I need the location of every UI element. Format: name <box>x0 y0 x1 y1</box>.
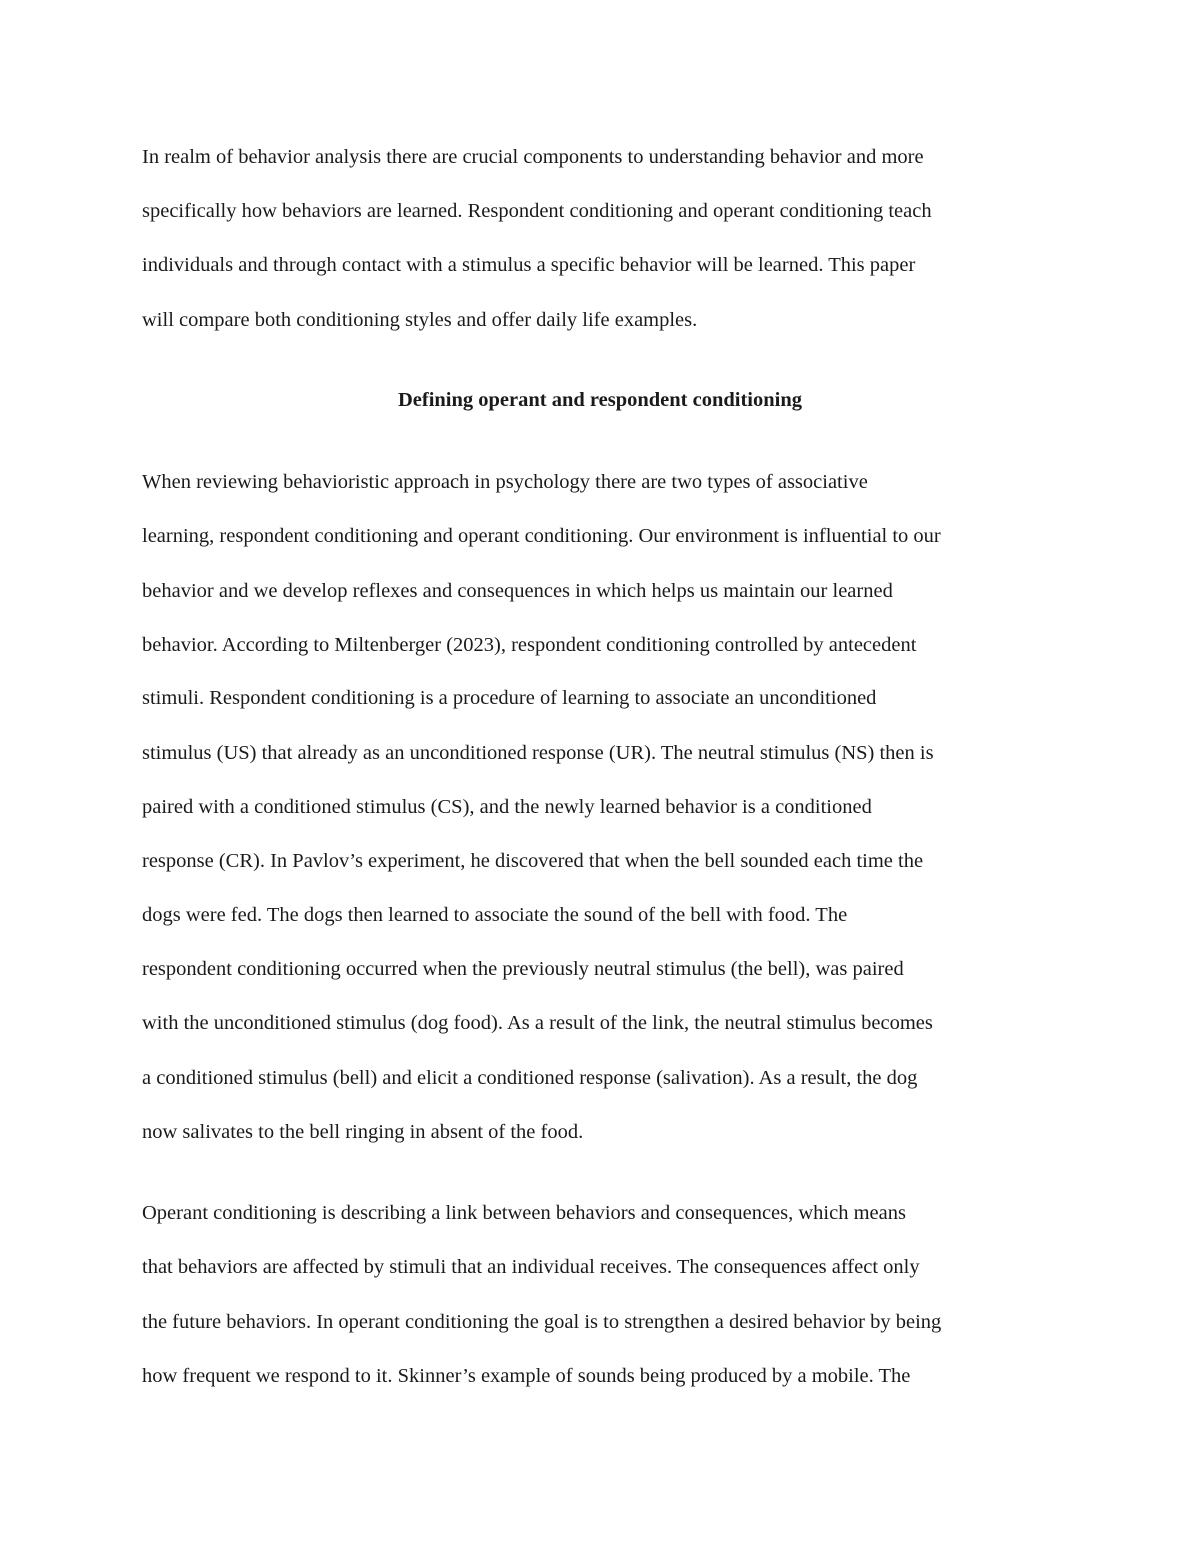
intro-line-1: In realm of behavior analysis there are crucial components to understanding behavior and more <box>142 146 924 168</box>
respondent-line-6: stimulus (US) that already as an unconditioned response (UR). The neutral stimulus (NS) then is <box>142 742 934 764</box>
respondent-line-11: with the unconditioned stimulus (dog food). As a result of the link, the neutral stimulus becomes <box>142 1012 933 1034</box>
respondent-line-2: learning, respondent conditioning and operant conditioning. Our environment is influential to our <box>142 525 941 547</box>
respondent-line-3: behavior and we develop reflexes and consequences in which helps us maintain our learned <box>142 580 893 602</box>
respondent-line-4: behavior. According to Miltenberger (2023), respondent conditioning controlled by antecedent <box>142 634 917 656</box>
respondent-line-13: now salivates to the bell ringing in absent of the food. <box>142 1121 584 1143</box>
intro-line-3: individuals and through contact with a stimulus a specific behavior will be learned. This paper <box>142 254 916 276</box>
section-heading: Defining operant and respondent conditioning <box>397 389 802 411</box>
respondent-line-8: response (CR). In Pavlov’s experiment, he discovered that when the bell sounded each time the <box>142 850 924 872</box>
operant-line-4: how frequent we respond to it. Skinner’s example of sounds being produced by a mobile. The <box>142 1365 911 1387</box>
operant-line-3: the future behaviors. In operant conditioning the goal is to strengthen a desired behavior by being <box>142 1311 942 1333</box>
intro-line-2: specifically how behaviors are learned. Respondent conditioning and operant conditioning teach <box>142 200 932 222</box>
operant-line-1: Operant conditioning is describing a link between behaviors and consequences, which means <box>142 1202 906 1224</box>
respondent-line-5: stimuli. Respondent conditioning is a procedure of learning to associate an unconditioned <box>142 687 877 709</box>
operant-line-2: that behaviors are affected by stimuli that an individual receives. The consequences affect only <box>142 1256 920 1278</box>
respondent-line-1: When reviewing behavioristic approach in psychology there are two types of associative <box>142 471 868 493</box>
respondent-line-12: a conditioned stimulus (bell) and elicit a conditioned response (salivation). As a result, the dog <box>142 1067 918 1089</box>
respondent-line-7: paired with a conditioned stimulus (CS), and the newly learned behavior is a conditioned <box>142 796 872 818</box>
respondent-line-10: respondent conditioning occurred when the previously neutral stimulus (the bell), was paired <box>142 958 904 980</box>
intro-line-4: will compare both conditioning styles and offer daily life examples. <box>142 309 698 331</box>
respondent-line-9: dogs were fed. The dogs then learned to associate the sound of the bell with food. The <box>142 904 848 926</box>
